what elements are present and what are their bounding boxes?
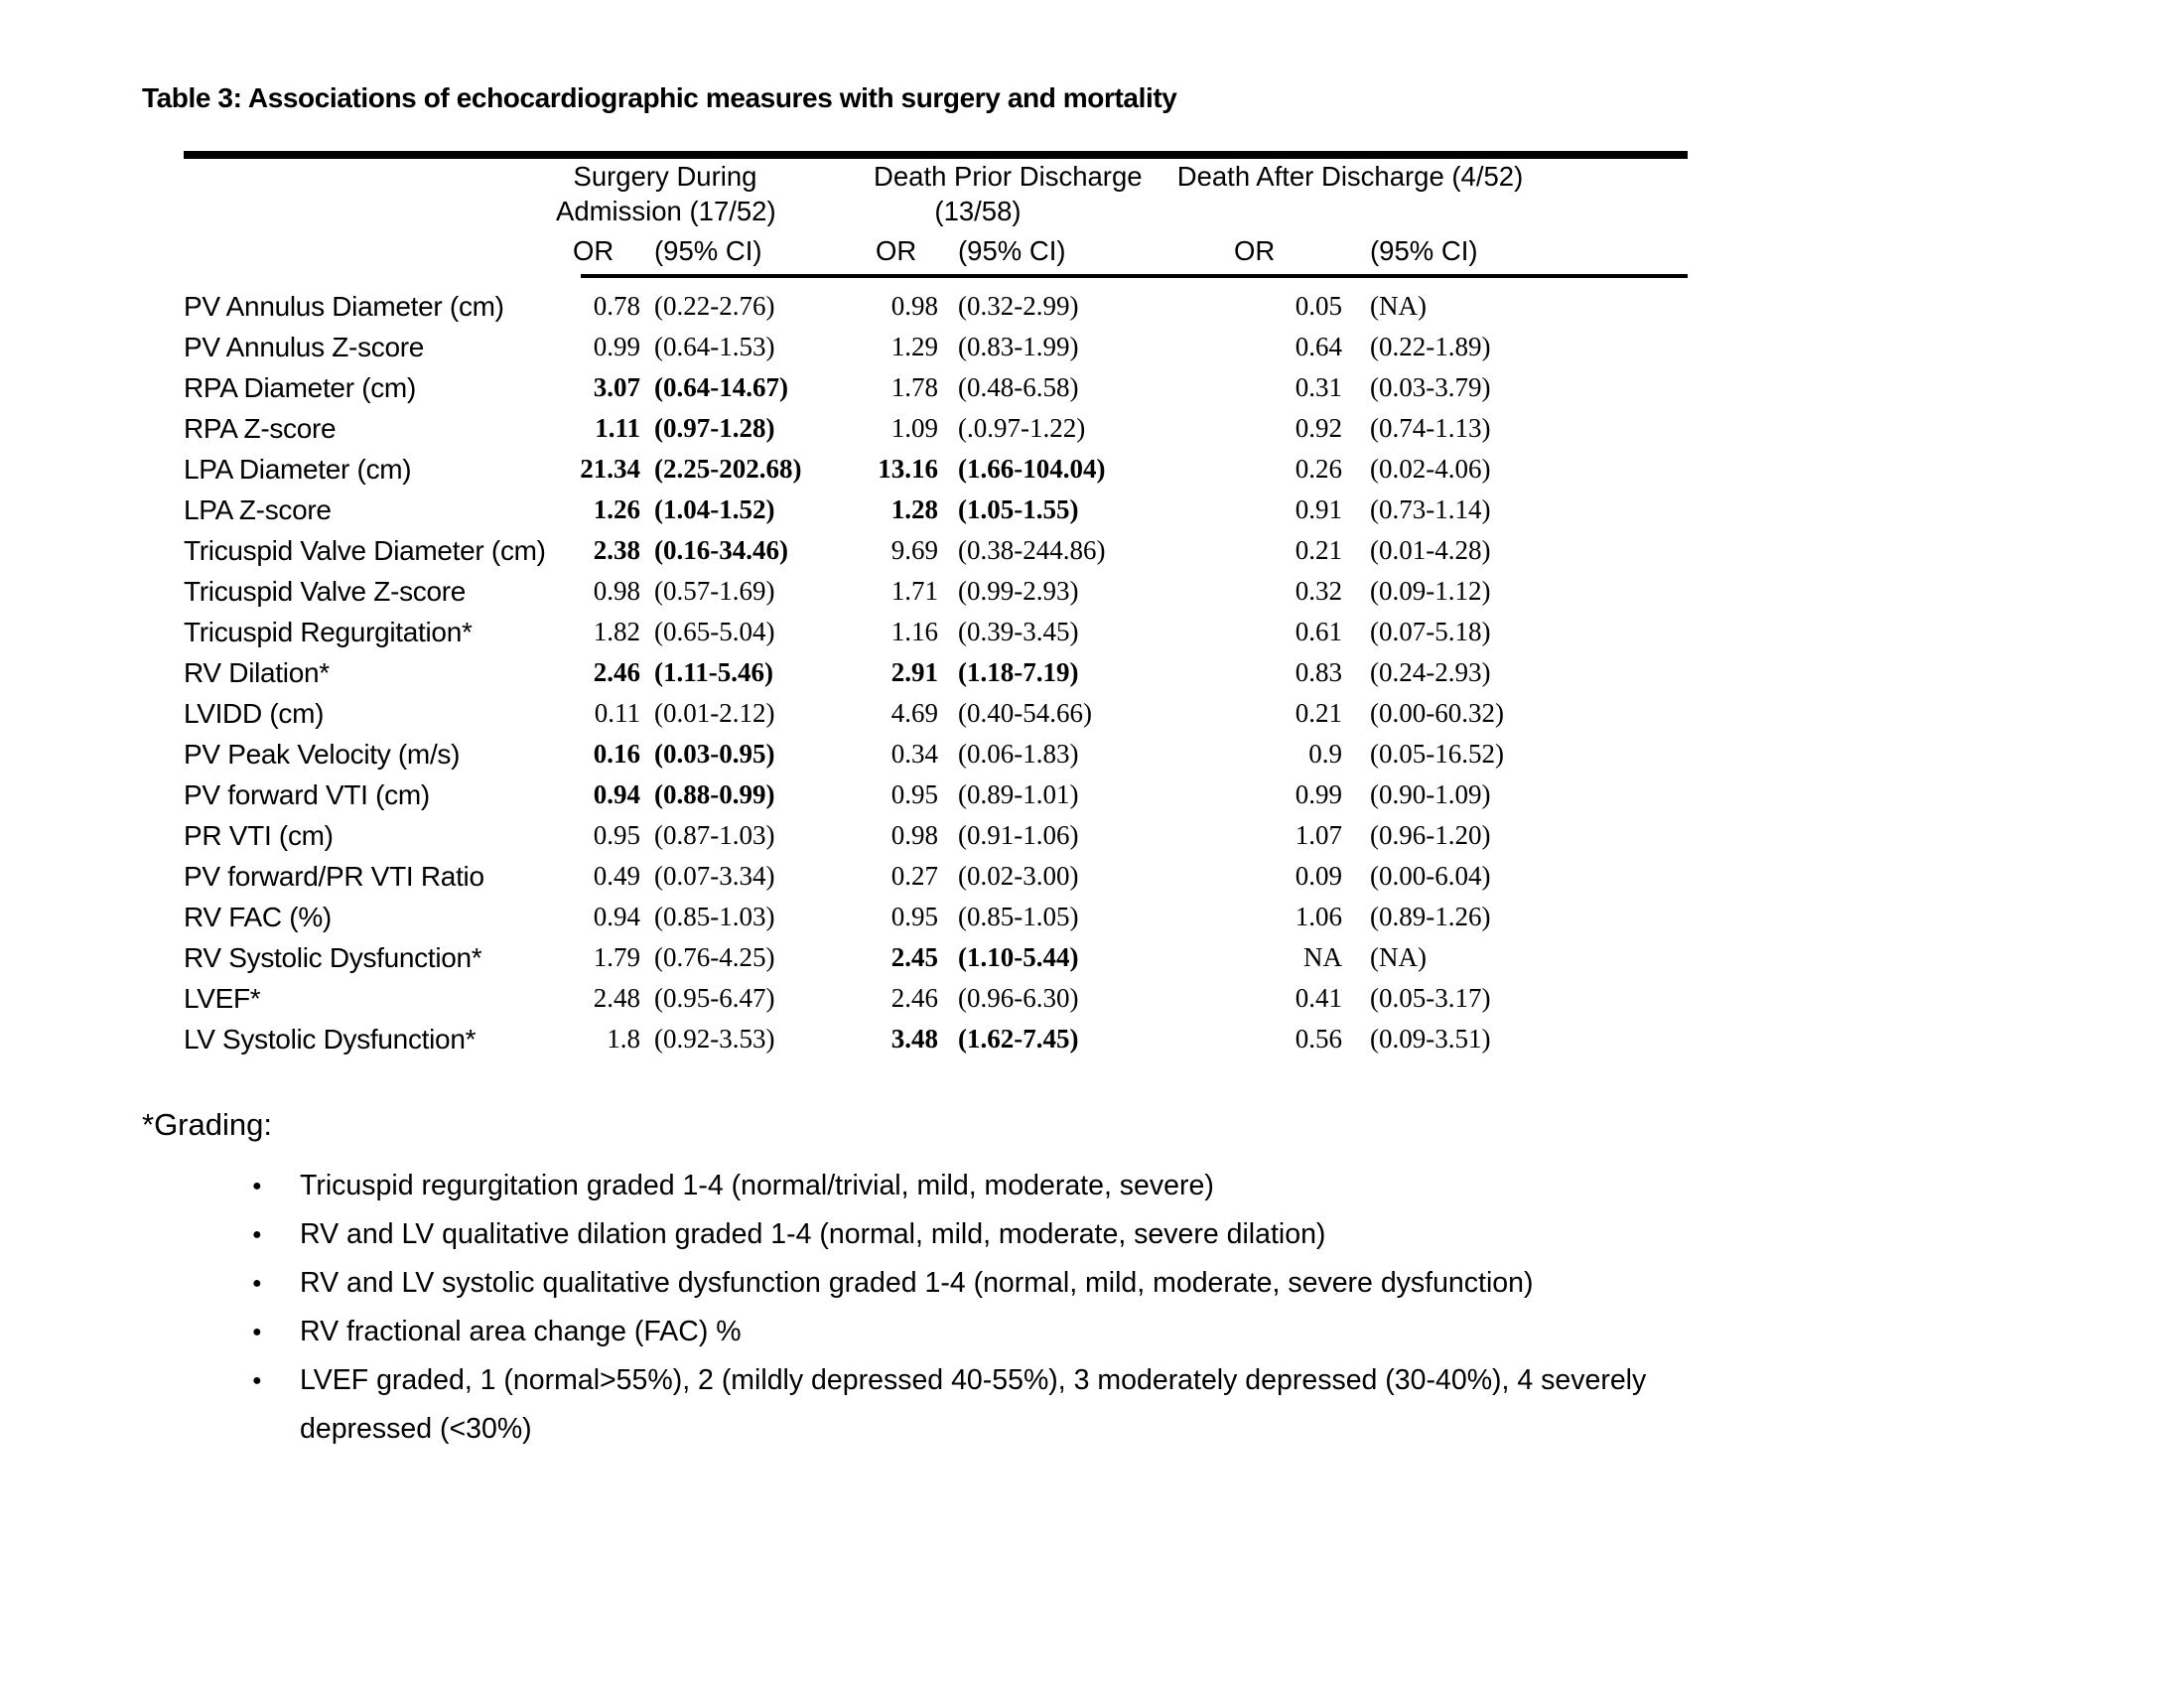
- ci-value: (0.09-1.12): [1370, 576, 1491, 606]
- or-value: 0.56: [1295, 1024, 1342, 1054]
- or-value: 0.21: [1295, 535, 1342, 565]
- column-group-header-death-after: Death After Discharge (4/52): [1176, 161, 1524, 192]
- or-value: 3.07: [593, 372, 640, 402]
- or-value: 0.94: [593, 779, 640, 809]
- or-value: 0.95: [890, 902, 938, 931]
- row-label: LPA Diameter (cm): [184, 453, 412, 485]
- ci-value: (0.99-2.93): [958, 576, 1079, 606]
- table-row: [184, 897, 1688, 937]
- ci-column-header: (95% CI): [1370, 235, 1478, 266]
- row-label: LPA Z-score: [184, 493, 332, 525]
- or-value: 1.82: [593, 617, 640, 646]
- or-value: 0.94: [593, 902, 640, 931]
- or-value: 0.78: [593, 291, 640, 321]
- table-row: [184, 286, 1688, 327]
- ci-value: (0.05-3.17): [1370, 983, 1491, 1013]
- ci-value: (0.24-2.93): [1370, 657, 1491, 687]
- or-value: 2.38: [593, 535, 640, 565]
- ci-value: (0.85-1.03): [654, 902, 775, 931]
- ci-value: (0.96-1.20): [1370, 820, 1491, 850]
- ci-value: (0.07-3.34): [654, 861, 775, 891]
- row-label: RPA Diameter (cm): [184, 371, 416, 403]
- or-value: 1.06: [1295, 902, 1342, 931]
- or-value: 4.69: [890, 698, 938, 728]
- table-row: [184, 612, 1688, 652]
- table-row: [184, 937, 1688, 978]
- table-caption: Table 3: Associations of echocardiographic measures with surgery and mortality: [142, 82, 1177, 113]
- grading-bullet: ● LVEF graded, 1 (normal>55%), 2 (mildly depressed 40-55%), 3 moderately depressed (30-40%), 4 severely depressed (<30%): [300, 1356, 1690, 1454]
- ci-value: (0.06-1.83): [958, 739, 1079, 769]
- or-value: 1.11: [595, 413, 640, 443]
- grading-bullet: ● RV fractional area change (FAC) %: [300, 1308, 1690, 1356]
- table-row: [184, 978, 1688, 1019]
- ci-value: (0.74-1.13): [1370, 413, 1491, 443]
- or-column-header: OR: [573, 235, 614, 266]
- ci-value: (1.04-1.52): [654, 494, 775, 524]
- or-value: 0.99: [593, 332, 640, 361]
- ci-value: (0.16-34.46): [654, 535, 788, 565]
- grading-bullet: ● RV and LV systolic qualitative dysfunction graded 1-4 (normal, mild, moderate, severe dysfunction): [300, 1259, 1690, 1308]
- row-label: PV forward/PR VTI Ratio: [184, 860, 484, 892]
- ci-value: (0.89-1.26): [1370, 902, 1491, 931]
- ci-column-header: (95% CI): [958, 235, 1066, 266]
- ci-value: (0.07-5.18): [1370, 617, 1491, 646]
- or-value: 2.45: [890, 942, 938, 972]
- table-row: [184, 734, 1688, 774]
- table-row: [184, 693, 1688, 734]
- or-value: 2.46: [890, 983, 938, 1013]
- table-row: [184, 530, 1688, 571]
- table-row: [184, 815, 1688, 856]
- or-value: 0.31: [1295, 372, 1342, 402]
- or-value: 2.91: [890, 657, 938, 687]
- row-label: RV Systolic Dysfunction*: [184, 941, 482, 973]
- or-value: 9.69: [890, 535, 938, 565]
- spacer-cell: [184, 233, 556, 269]
- ci-value: (0.89-1.01): [958, 779, 1079, 809]
- or-value: 0.98: [890, 820, 938, 850]
- or-value: 0.16: [593, 739, 640, 769]
- ci-value: (1.18-7.19): [958, 657, 1079, 687]
- table-row: [184, 408, 1688, 449]
- ci-value: (1.10-5.44): [958, 942, 1079, 972]
- or-column-header: OR: [876, 235, 917, 266]
- or-value: 0.98: [593, 576, 640, 606]
- ci-value: (0.01-2.12): [654, 698, 775, 728]
- row-label: RV FAC (%): [184, 901, 332, 932]
- row-label: LVEF*: [184, 982, 261, 1014]
- row-label: Tricuspid Valve Diameter (cm): [184, 534, 546, 566]
- ci-value: (1.62-7.45): [958, 1024, 1079, 1054]
- row-label: RV Dilation*: [184, 656, 330, 688]
- spacer-cell: [184, 159, 556, 194]
- row-label: Tricuspid Regurgitation*: [184, 616, 473, 647]
- ci-value: (0.73-1.14): [1370, 494, 1491, 524]
- ci-value: (0.64-14.67): [654, 372, 788, 402]
- ci-value: (0.57-1.69): [654, 576, 775, 606]
- spacer-cell: [184, 194, 556, 228]
- ci-value: (0.91-1.06): [958, 820, 1079, 850]
- row-label: PR VTI (cm): [184, 819, 334, 851]
- or-value: 0.9: [1308, 739, 1342, 769]
- ci-column-header: (95% CI): [654, 235, 762, 266]
- ci-value: (0.97-1.28): [654, 413, 775, 443]
- or-value: 1.79: [593, 942, 640, 972]
- table-body: [184, 286, 1688, 1059]
- or-value: 1.71: [890, 576, 938, 606]
- ci-value: (0.02-4.06): [1370, 454, 1491, 484]
- row-label: Tricuspid Valve Z-score: [184, 575, 467, 607]
- or-value: 0.64: [1295, 332, 1342, 361]
- or-value: 0.41: [1295, 983, 1342, 1013]
- ci-value: (0.48-6.58): [958, 372, 1079, 402]
- ci-value: (0.02-3.00): [958, 861, 1079, 891]
- or-value: NA: [1303, 942, 1342, 972]
- or-value: 1.78: [890, 372, 938, 402]
- or-value: 0.91: [1295, 494, 1342, 524]
- or-value: 1.09: [890, 413, 938, 443]
- or-value: 1.26: [593, 494, 640, 524]
- column-group-header-death-prior: Death Prior Discharge: [874, 161, 1143, 192]
- or-value: 1.16: [890, 617, 938, 646]
- row-label: PV Annulus Z-score: [184, 331, 425, 362]
- ci-value: (0.05-16.52): [1370, 739, 1504, 769]
- or-value: 0.11: [594, 698, 640, 728]
- table-top-rule: [184, 151, 1688, 159]
- or-value: 0.32: [1295, 576, 1342, 606]
- table3: [184, 151, 1688, 1059]
- row-label: LVIDD (cm): [184, 697, 325, 729]
- grading-notes: [300, 1162, 1690, 1454]
- or-value: 1.28: [890, 494, 938, 524]
- table-row: [184, 571, 1688, 612]
- or-value: 1.8: [607, 1024, 640, 1054]
- or-value: 0.27: [890, 861, 938, 891]
- or-value: 0.05: [1295, 291, 1342, 321]
- ci-value: (0.09-3.51): [1370, 1024, 1491, 1054]
- subheader-row: [184, 228, 1688, 269]
- ci-value: (0.38-244.86): [958, 535, 1106, 565]
- or-value: 0.26: [1295, 454, 1342, 484]
- table-row: [184, 367, 1688, 408]
- ci-value: (0.03-0.95): [654, 739, 775, 769]
- table-row: [184, 1019, 1688, 1059]
- grading-bullet-list: [300, 1162, 1690, 1454]
- or-value: 0.95: [890, 779, 938, 809]
- ci-value: (0.03-3.79): [1370, 372, 1491, 402]
- row-label: PV forward VTI (cm): [184, 778, 430, 810]
- ci-value: (1.05-1.55): [958, 494, 1079, 524]
- ci-value: (1.66-104.04): [958, 454, 1106, 484]
- row-label: LV Systolic Dysfunction*: [184, 1023, 477, 1055]
- table-row: [184, 490, 1688, 530]
- column-group-subtitle-death-prior: (13/58): [934, 196, 1022, 226]
- table-row: [184, 327, 1688, 367]
- ci-value: (0.92-3.53): [654, 1024, 775, 1054]
- or-value: 3.48: [890, 1024, 938, 1054]
- or-column-header: OR: [1234, 235, 1276, 266]
- table-row: [184, 449, 1688, 490]
- ci-value: (0.85-1.05): [958, 902, 1079, 931]
- ci-value: (0.22-1.89): [1370, 332, 1491, 361]
- or-value: 0.92: [1295, 413, 1342, 443]
- or-value: 0.09: [1295, 861, 1342, 891]
- ci-value: (0.00-60.32): [1370, 698, 1504, 728]
- or-value: 0.95: [593, 820, 640, 850]
- table-row: [184, 856, 1688, 897]
- column-group-header-row-2: [184, 194, 1688, 228]
- ci-value: (0.40-54.66): [958, 698, 1092, 728]
- or-value: 0.49: [593, 861, 640, 891]
- ci-value: (0.32-2.99): [958, 291, 1079, 321]
- or-value: 0.83: [1295, 657, 1342, 687]
- row-label: PV Peak Velocity (m/s): [184, 738, 461, 770]
- or-value: 1.07: [1295, 820, 1342, 850]
- row-label: RPA Z-score: [184, 412, 337, 444]
- ci-value: (0.65-5.04): [654, 617, 775, 646]
- ci-value: (0.22-2.76): [654, 291, 775, 321]
- ci-value: (0.76-4.25): [654, 942, 775, 972]
- ci-value: (1.11-5.46): [654, 657, 773, 687]
- or-value: 13.16: [878, 454, 938, 484]
- or-value: 0.21: [1295, 698, 1342, 728]
- ci-value: (NA): [1370, 291, 1427, 321]
- ci-value: (0.64-1.53): [654, 332, 775, 361]
- column-group-header-row-1: [184, 159, 1688, 194]
- ci-value: (0.90-1.09): [1370, 779, 1491, 809]
- or-value: 2.48: [593, 983, 640, 1013]
- or-value: 0.34: [890, 739, 938, 769]
- ci-value: (0.95-6.47): [654, 983, 775, 1013]
- table-row: [184, 652, 1688, 693]
- or-value: 0.99: [1295, 779, 1342, 809]
- grading-heading: *Grading:: [142, 1107, 272, 1142]
- ci-value: (0.39-3.45): [958, 617, 1079, 646]
- grading-bullet: ● RV and LV qualitative dilation graded 1-4 (normal, mild, moderate, severe dilation): [300, 1210, 1690, 1259]
- ci-value: (NA): [1370, 942, 1427, 972]
- ci-value: (0.96-6.30): [958, 983, 1079, 1013]
- or-value: 2.46: [593, 657, 640, 687]
- ci-value: (0.87-1.03): [654, 820, 775, 850]
- or-value: 1.29: [890, 332, 938, 361]
- or-value: 21.34: [580, 454, 640, 484]
- ci-value: (0.88-0.99): [654, 779, 775, 809]
- table-row: [184, 774, 1688, 815]
- or-value: 0.98: [890, 291, 938, 321]
- ci-value: (.0.97-1.22): [958, 413, 1086, 443]
- row-label: PV Annulus Diameter (cm): [184, 290, 504, 322]
- ci-value: (2.25-202.68): [654, 454, 802, 484]
- column-group-header-surgery: Surgery During: [573, 161, 757, 192]
- header-rule: [581, 274, 1688, 278]
- ci-value: (0.01-4.28): [1370, 535, 1491, 565]
- column-group-subtitle-death-after: [1171, 194, 1688, 228]
- grading-bullet: ● Tricuspid regurgitation graded 1-4 (normal/trivial, mild, moderate, severe): [300, 1162, 1690, 1210]
- ci-value: (0.83-1.99): [958, 332, 1079, 361]
- ci-value: (0.00-6.04): [1370, 861, 1491, 891]
- or-value: 0.61: [1295, 617, 1342, 646]
- column-group-subtitle-surgery: Admission (17/52): [556, 196, 776, 226]
